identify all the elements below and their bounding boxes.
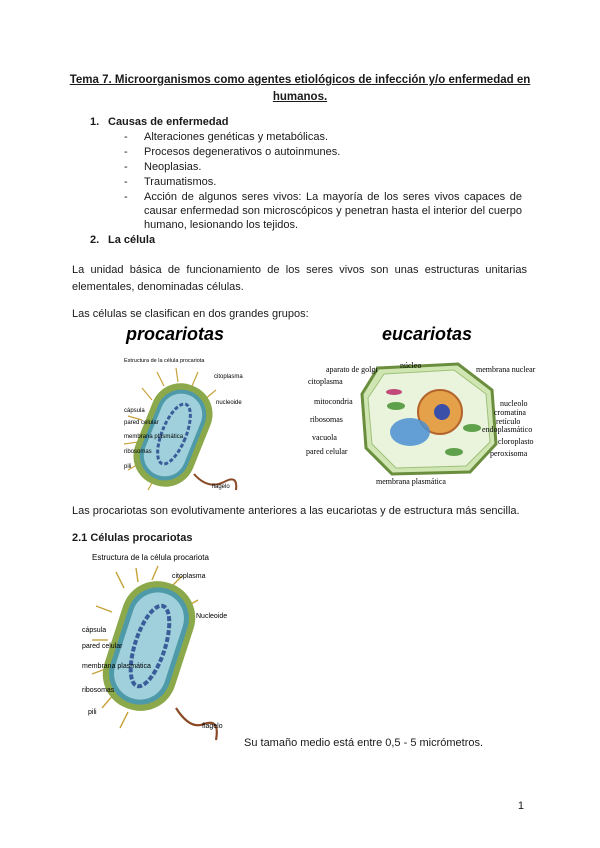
- bacterium-drawing: [92, 566, 217, 740]
- label-ribosomas: ribosomas: [310, 415, 343, 424]
- page-number: 1: [517, 800, 524, 812]
- label-citoplasma: citoplasma: [172, 573, 206, 580]
- label-citoplasma: citoplasma: [308, 377, 343, 386]
- label-reticulo: retículo: [496, 417, 521, 426]
- label-vacuola: vacuola: [312, 433, 337, 442]
- label-cromatina: cromatina: [494, 408, 526, 417]
- label-pared-celular: pared celular: [82, 643, 123, 650]
- label-peroxisoma: peroxisoma: [490, 449, 528, 458]
- bullet-dash: -: [124, 176, 128, 188]
- label-pili: pili: [88, 709, 97, 716]
- section-1-heading: [90, 116, 228, 128]
- size-text: Su tamaño medio está entre 0,5 - 5 micrómetros.: [244, 737, 484, 749]
- bacterium-drawing: [124, 368, 236, 495]
- label-citoplasma: citoplasma: [214, 374, 243, 380]
- label-cloroplasto: cloroplasto: [498, 437, 534, 446]
- fig-subtitle: Estructura de la célula procariota: [124, 358, 205, 364]
- label-membrana-nuclear: membrana nuclear: [476, 365, 536, 374]
- section-2-title: La célula: [108, 234, 156, 246]
- paragraph-cell-groups: Las células se clasifican en dos grandes grupos:: [72, 308, 309, 320]
- label-nucleoide: Nucleoide: [196, 613, 228, 620]
- label-ribosomas: ribosomas: [82, 687, 115, 694]
- label-flagelo: flagelo: [202, 723, 223, 730]
- label-golgi: aparato de golgi: [326, 365, 378, 374]
- label-capsula: cápsula: [82, 627, 107, 634]
- label-membrana-plasmatica: membrana plasmática: [376, 477, 446, 486]
- prokaryote-detail-figure: [80, 548, 245, 750]
- label-pili: pili: [124, 464, 132, 470]
- label-mitocondria: mitocondria: [314, 397, 353, 406]
- cause-text: Procesos degenerativos o autoinmunes.: [144, 146, 341, 158]
- paragraph-cell-definition: La unidad básica de funcionamiento de los seres vivos son unas estructuras unitarias elementales, denominadas células.: [72, 264, 527, 293]
- label-nucleoide: nucleoide: [216, 400, 242, 406]
- bullet-dash: -: [124, 131, 128, 143]
- prokaryote-figure: [112, 320, 272, 495]
- eukaryote-figure: [300, 320, 550, 490]
- fig3-subtitle: Estructura de la célula procariota: [92, 553, 209, 562]
- cause-text: Alteraciones genéticas y metabólicas.: [144, 131, 329, 143]
- label-nucleo: núcleo: [400, 361, 422, 370]
- section-2-heading: [90, 234, 155, 246]
- page-title: Tema 7. Microorganismos como agentes etiológicos de infección y/o enfermedad en humanos.: [69, 74, 531, 103]
- cause-text: Acción de algunos seres vivos: La mayoría de los seres vivos capaces de causar enfermedad son microscópicos y penetran hasta el interior del cuerpo humano, lesionando los tejidos.: [144, 191, 522, 231]
- bullet-dash: -: [124, 161, 128, 173]
- label-ribosomas: ribosomas: [124, 449, 152, 455]
- cause-text: Traumatismos.: [144, 176, 217, 188]
- label-membrana-plasmatica: membrana plasmática: [82, 663, 151, 670]
- section-1-number: 1.: [90, 116, 100, 128]
- label-pared-celular: pared celular: [306, 447, 348, 456]
- paragraph-evolution: Las procariotas son evolutivamente anteriores a las eucariotas y de estructura más sencilla.: [72, 505, 520, 517]
- bullet-dash: -: [124, 146, 128, 158]
- bullet-dash: -: [124, 191, 128, 203]
- section-2-1-heading: 2.1 Células procariotas: [72, 532, 193, 544]
- plant-cell-drawing: [362, 364, 496, 474]
- section-1-title: Causas de enfermedad: [108, 116, 229, 128]
- fig-title-eucariotas: eucariotas: [382, 324, 473, 344]
- label-capsula: cápsula: [124, 408, 145, 414]
- label-endoplasmatico: endoplasmático: [482, 425, 533, 434]
- cause-text: Neoplasias.: [144, 161, 202, 173]
- section-2-number: 2.: [90, 234, 100, 246]
- label-membrana-plasmatica: membrana plasmática: [124, 434, 184, 440]
- fig-title-procariotas: procariotas: [126, 324, 225, 344]
- label-nucleolo: nucleolo: [500, 399, 528, 408]
- label-pared-celular: pared celular: [124, 420, 159, 426]
- label-flagelo: flagelo: [212, 484, 230, 490]
